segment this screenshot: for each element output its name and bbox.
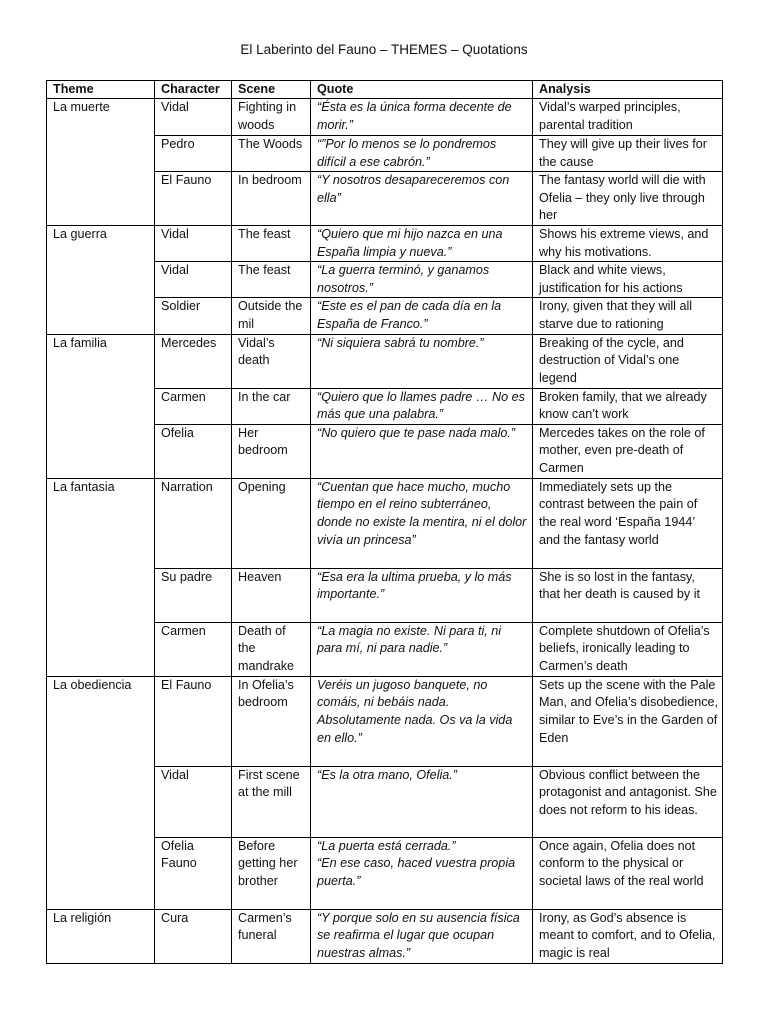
analysis-cell: Immediately sets up the contrast between the pain of the real word ‘España 1944’ and the fantasy world <box>533 478 723 568</box>
quote-cell: “Quiero que lo llames padre … No es más que una palabra.” <box>311 388 533 424</box>
quote-cell: “La magia no existe. Ni para ti, ni para mí, ni para nadie.” <box>311 622 533 676</box>
character-cell: Mercedes <box>155 334 232 388</box>
analysis-cell: Complete shutdown of Ofelia’s beliefs, ironically leading to Carmen’s death <box>533 622 723 676</box>
analysis-cell: Irony, as God’s absence is meant to comfort, and to Ofelia, magic is real <box>533 909 723 963</box>
quote-line: “En ese caso, haced vuestra propia puerta.” <box>317 856 516 888</box>
scene-cell: In bedroom <box>232 172 311 226</box>
quote-cell: “Ni siquiera sabrá tu nombre.” <box>311 334 533 388</box>
character-cell: Carmen <box>155 388 232 424</box>
analysis-cell: Irony, given that they will all starve due to rationing <box>533 298 723 334</box>
theme-cell: La guerra <box>47 225 155 334</box>
quote-cell: “Quiero que mi hijo nazca en una España limpia y nueva.” <box>311 225 533 261</box>
scene-cell: In the car <box>232 388 311 424</box>
quote-cell: “Ésta es la única forma decente de morir.” <box>311 99 533 136</box>
character-cell: Cura <box>155 909 232 963</box>
character-cell: Vidal <box>155 262 232 298</box>
scene-cell: Carmen’s funeral <box>232 909 311 963</box>
table-row <box>47 334 723 388</box>
theme-cell: La religión <box>47 909 155 963</box>
scene-cell: The feast <box>232 262 311 298</box>
theme-cell: La fantasia <box>47 478 155 676</box>
quote-cell: “Y nosotros desapareceremos con ella” <box>311 172 533 226</box>
scene-cell: Heaven <box>232 568 311 622</box>
quote-line: “La puerta está cerrada.” <box>317 838 456 853</box>
quote-cell: “Este es el pan de cada día en la España de Franco.” <box>311 298 533 334</box>
analysis-cell: She is so lost in the fantasy, that her death is caused by it <box>533 568 723 622</box>
scene-cell: Vidal’s death <box>232 334 311 388</box>
scene-cell: Her bedroom <box>232 424 311 478</box>
quote-cell <box>311 837 533 909</box>
table-row <box>47 478 723 568</box>
analysis-cell: They will give up their lives for the cause <box>533 136 723 172</box>
table-row <box>47 225 723 261</box>
scene-cell: First scene at the mill <box>232 766 311 837</box>
character-cell: El Fauno <box>155 676 232 766</box>
quote-cell: “Y porque solo en su ausencia física se reafirma el lugar que ocupan nuestras almas.” <box>311 909 533 963</box>
analysis-cell: Sets up the scene with the Pale Man, and Ofelia’s disobedience, similar to Eve’s in the Garden of Eden <box>533 676 723 766</box>
character-cell: Ofelia <box>155 424 232 478</box>
theme-cell: La obediencia <box>47 676 155 909</box>
quote-cell: “Cuentan que hace mucho, mucho tiempo en el reino subterráneo, donde no existe la mentira, ni el dolor vivía un princesa” <box>311 478 533 568</box>
theme-cell: La familia <box>47 334 155 478</box>
scene-cell: The feast <box>232 225 311 261</box>
quote-cell: “”Por lo menos se lo pondremos difícil a ese cabrón.” <box>311 136 533 172</box>
header-theme: Theme <box>47 81 155 99</box>
quote-cell: “Es la otra mano, Ofelia.” <box>311 766 533 837</box>
theme-cell: La muerte <box>47 99 155 226</box>
quote-cell: “La guerra terminó, y ganamos nosotros.” <box>311 262 533 298</box>
character-cell: Narration <box>155 478 232 568</box>
character-cell: Vidal <box>155 99 232 136</box>
table-row <box>47 909 723 963</box>
header-character: Character <box>155 81 232 99</box>
header-quote: Quote <box>311 81 533 99</box>
quote-cell: “Esa era la ultima prueba, y lo más importante.” <box>311 568 533 622</box>
scene-cell: The Woods <box>232 136 311 172</box>
scene-cell: Before getting her brother <box>232 837 311 909</box>
analysis-cell: The fantasy world will die with Ofelia – they only live through her <box>533 172 723 226</box>
character-cell: Vidal <box>155 766 232 837</box>
character-cell: Ofelia Fauno <box>155 837 232 909</box>
scene-cell: Outside the mil <box>232 298 311 334</box>
scene-cell: Fighting in woods <box>232 99 311 136</box>
character-cell: Vidal <box>155 225 232 261</box>
analysis-cell: Once again, Ofelia does not conform to the physical or societal laws of the real world <box>533 837 723 909</box>
page-title: El Laberinto del Fauno – THEMES – Quotations <box>240 42 528 57</box>
character-cell: Soldier <box>155 298 232 334</box>
quote-cell: “No quiero que te pase nada malo.” <box>311 424 533 478</box>
scene-cell: In Ofelia’s bedroom <box>232 676 311 766</box>
character-cell: Su padre <box>155 568 232 622</box>
analysis-cell: Breaking of the cycle, and destruction of Vidal’s one legend <box>533 334 723 388</box>
table-row <box>47 99 723 136</box>
scene-cell: Death of the mandrake <box>232 622 311 676</box>
table-header-row <box>47 81 723 99</box>
analysis-cell: Broken family, that we already know can’t work <box>533 388 723 424</box>
header-analysis: Analysis <box>533 81 723 99</box>
analysis-cell: Shows his extreme views, and why his motivations. <box>533 225 723 261</box>
themes-table <box>46 80 723 964</box>
analysis-cell: Vidal’s warped principles, parental tradition <box>533 99 723 136</box>
analysis-cell: Mercedes takes on the role of mother, even pre-death of Carmen <box>533 424 723 478</box>
quote-cell: Veréis un jugoso banquete, no comáis, ni bebáis nada. Absolutamente nada. Os va la vida en ello.” <box>311 676 533 766</box>
character-cell: Carmen <box>155 622 232 676</box>
character-cell: El Fauno <box>155 172 232 226</box>
table-row <box>47 676 723 766</box>
analysis-cell: Obvious conflict between the protagonist and antagonist. She does not reform to his ideas. <box>533 766 723 837</box>
character-cell: Pedro <box>155 136 232 172</box>
scene-cell: Opening <box>232 478 311 568</box>
analysis-cell: Black and white views, justification for his actions <box>533 262 723 298</box>
header-scene: Scene <box>232 81 311 99</box>
